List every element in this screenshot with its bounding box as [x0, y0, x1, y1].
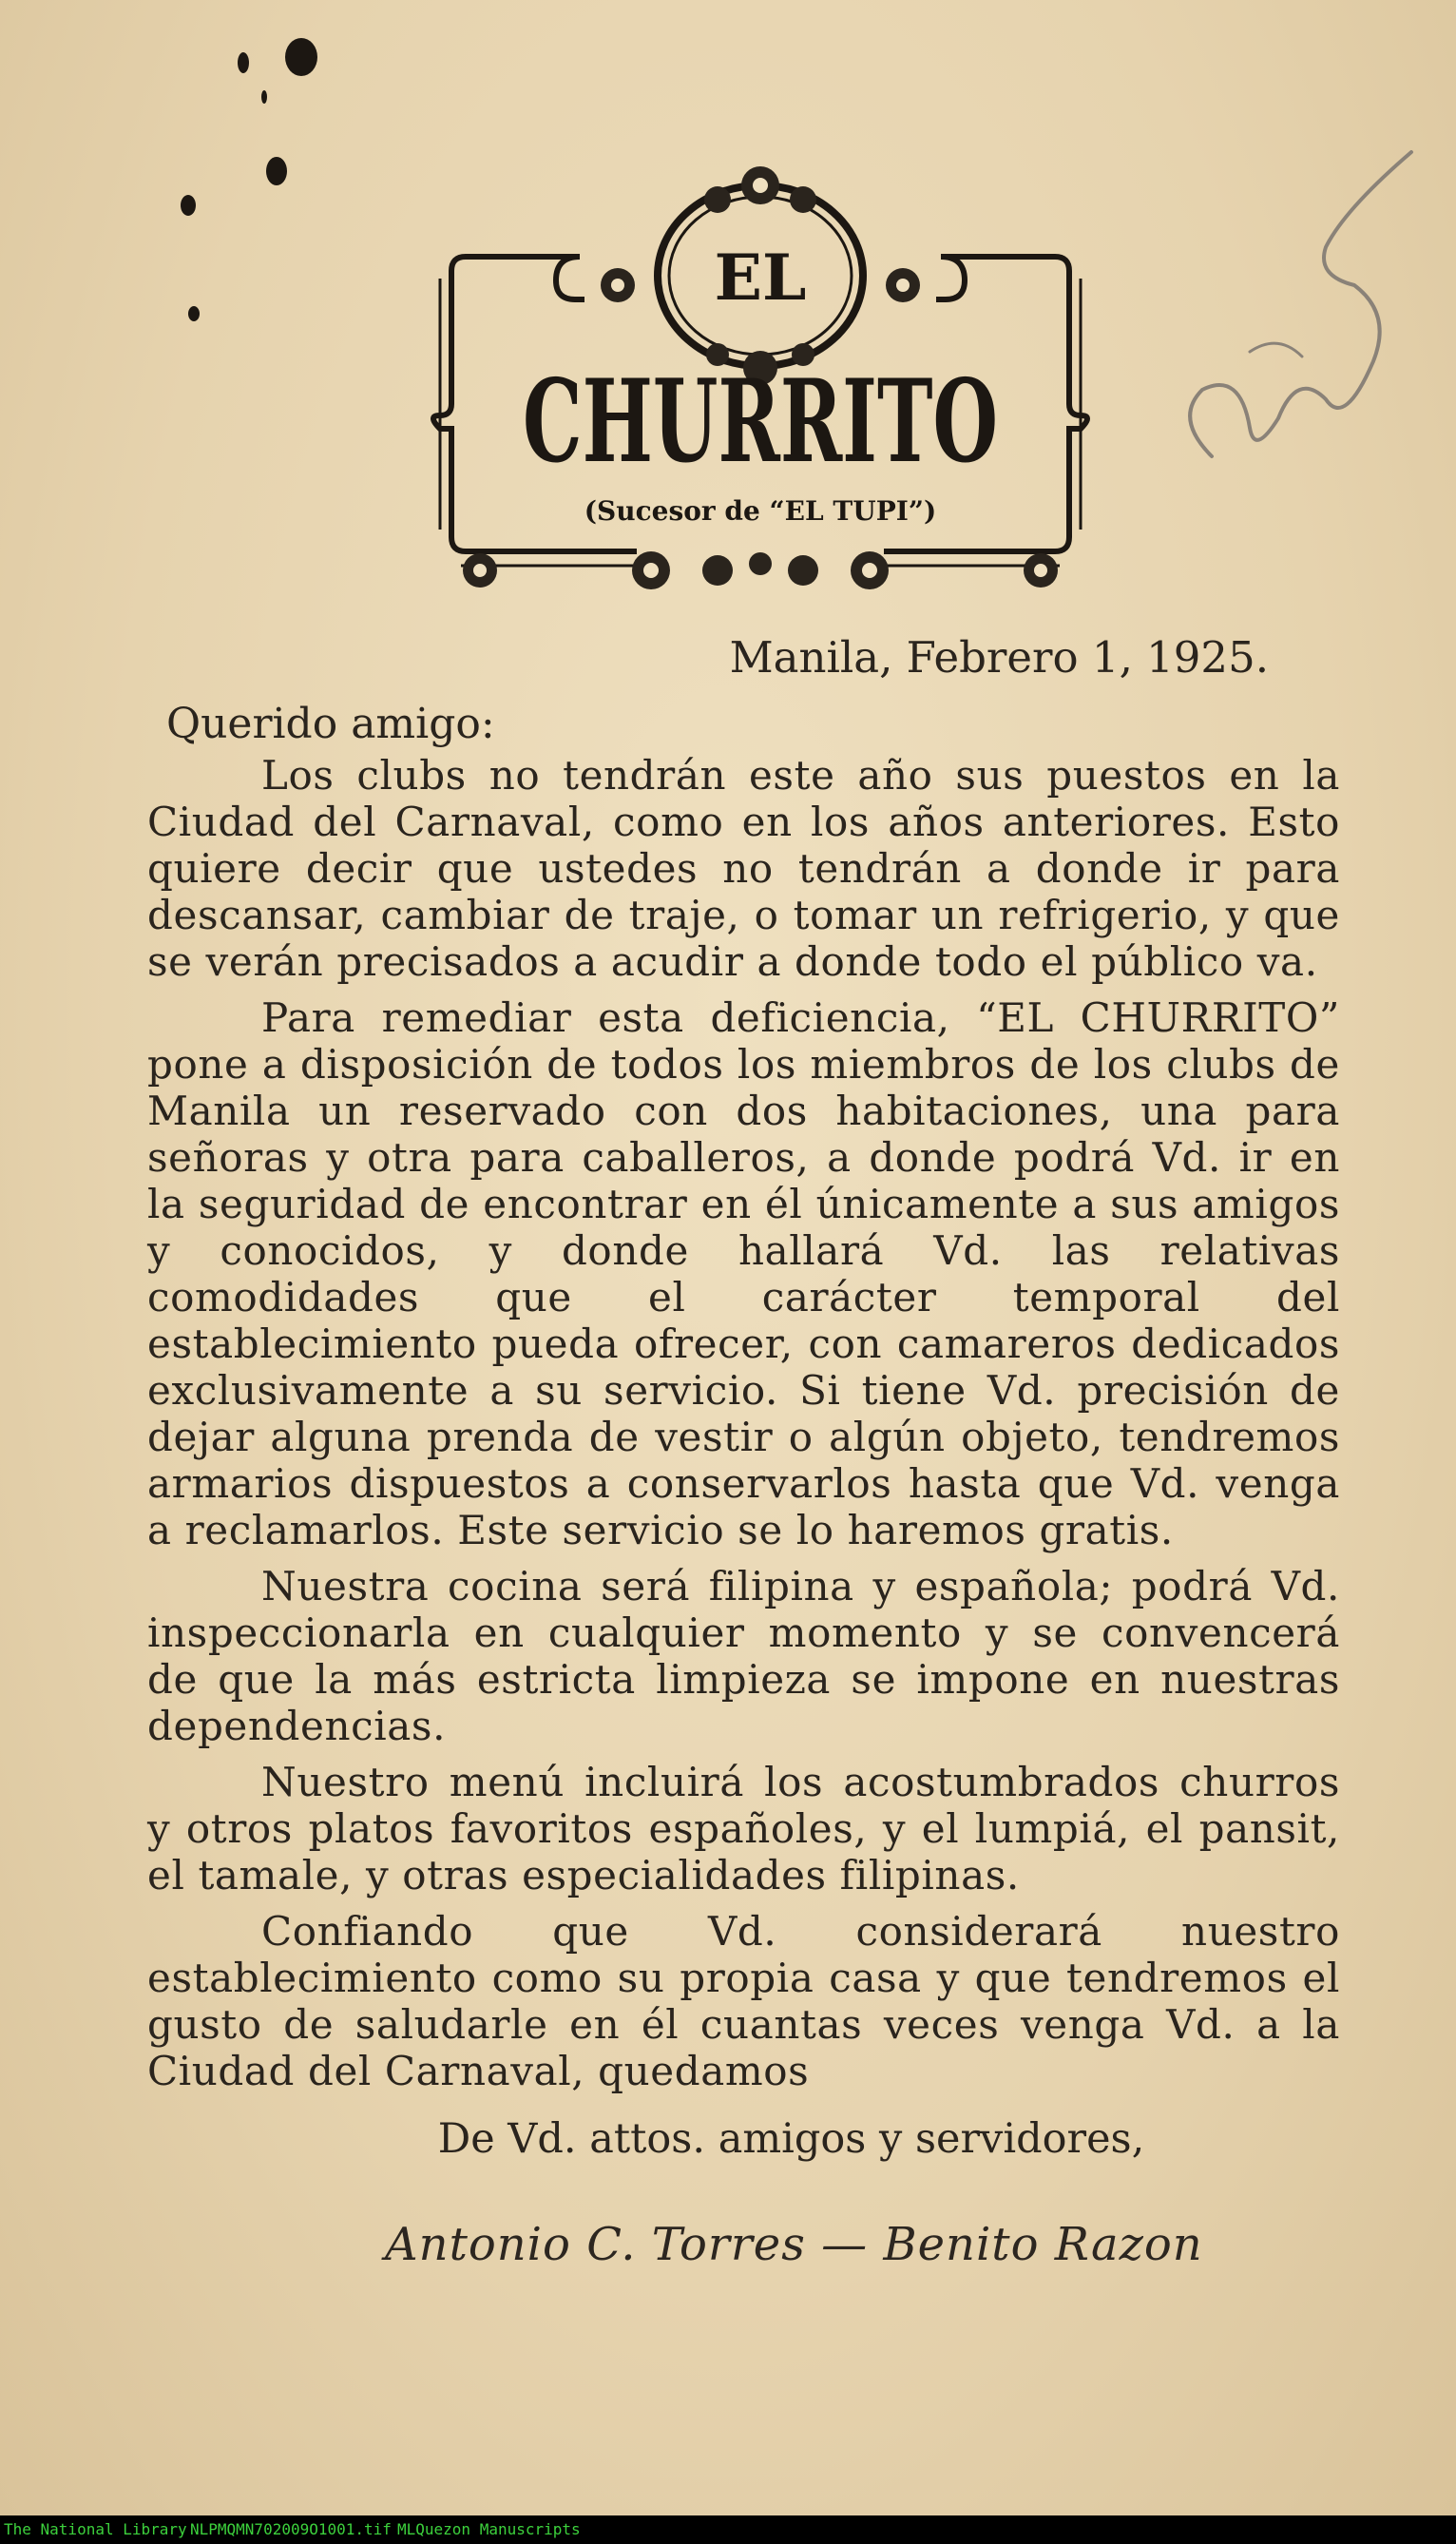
logo-subtitle-text: (Sucesor de “EL TUPI”): [584, 495, 937, 527]
letter-paragraph: Nuestro menú incluirá los acostumbrados churros y otros platos favoritos españoles, y el lumpiá, el pansit, el tamale, y otras especialidades filipinas.: [147, 1759, 1340, 1898]
footer-collection: MLQuezon Manuscripts: [397, 2520, 581, 2538]
archive-footer: [0, 2515, 1456, 2544]
letter-paragraph: Para remediar esta deficiencia, “EL CHURRITO” pone a disposición de todos los miembros de los clubs de Manila un reservado con dos habitaciones, una para señoras y otra para caballeros, a donde podrá Vd. ir en la seguridad de encontrar en él únicamente a sus amigos y conocidos, y donde hallará Vd. las relativas comodidades que el carácter temporal del establecimiento pueda ofrecer, con camareros dedicados exclusivamente a su servicio. Si tiene Vd. precisión de dejar alguna prenda de vestir o algún objeto, tendremos armarios dispuestos a conservarlos hasta que Vd. venga a reclamarlos. Este servicio se lo haremos gratis.: [147, 994, 1340, 1553]
logo-frame-icon: [432, 166, 1088, 585]
signatures: Antonio C. Torres — Benito Razon: [385, 2218, 1203, 2271]
letter-body: [147, 632, 1340, 2271]
letter-paragraph: Nuestra cocina será filipina y española; podrá Vd. inspeccionarla en cualquier momento y se convencerá de que la más estricta limpieza se impone en nuestras dependencias.: [147, 1563, 1340, 1749]
ink-spot: [188, 306, 200, 321]
ink-spot: [261, 90, 267, 104]
letter-date: Manila, Febrero 1, 1925.: [729, 632, 1269, 683]
letter-salutation: Querido amigo:: [166, 700, 495, 748]
letter-closing: De Vd. attos. amigos y servidores,: [437, 2115, 1145, 2163]
pencil-scribble-icon: [1136, 143, 1421, 504]
logo-name-text: CHURRITO: [523, 355, 998, 489]
ink-spot: [285, 38, 317, 76]
pencil-mark: [1136, 143, 1421, 504]
letter-paragraph: Confiando que Vd. considerará nuestro establecimiento como su propia casa y que tendremos el gusto de saludarle en él cuantas veces venga Vd. a la Ciudad del Carnaval, quedamos: [147, 1908, 1340, 2094]
footer-file: NLPMQMN702009O1001.tif: [190, 2520, 392, 2538]
ink-spot: [238, 52, 249, 73]
footer-library: The National Library: [4, 2520, 187, 2538]
logo: [432, 166, 1088, 585]
ink-spot: [181, 195, 196, 216]
letter-paragraph: Los clubs no tendrán este año sus puestos en la Ciudad del Carnaval, como en los años anteriores. Esto quiere decir que ustedes no tendrán a donde ir para descansar, cambiar de traje, o tomar un refrigerio, y que se verán precisados a acudir a donde todo el público va.: [147, 752, 1340, 985]
logo-el-text: EL: [714, 241, 807, 315]
ink-spot: [266, 157, 287, 185]
